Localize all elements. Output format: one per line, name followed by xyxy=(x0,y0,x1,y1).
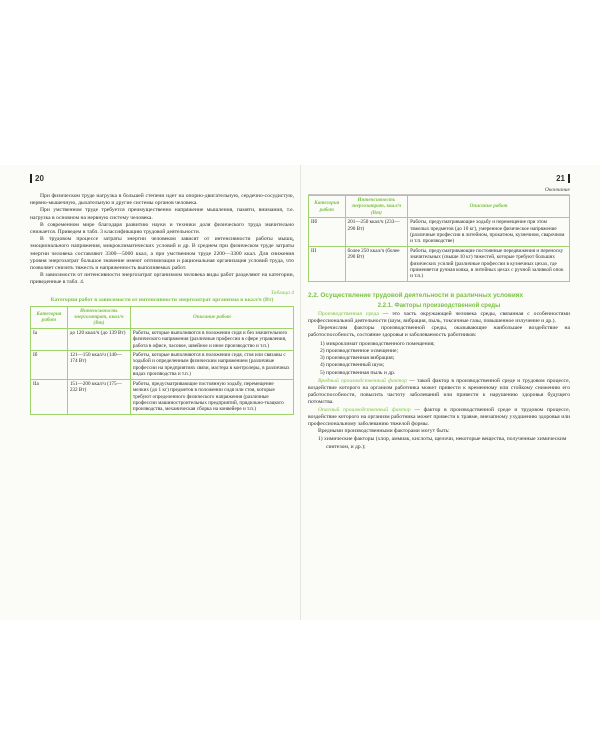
paragraph-energy-costs: В трудовом процессе затраты энергии человеком зависят от интенсивности работы мышц, эмоционального напряжения, микроклиматических условий и др. В среднем при физическом труде затраты энергии человека составляют 3300—5000 ккал, а при умственном труде 2200—3300 ккал. Для снижения уровня энергозатрат большое значение имеют оптимизация и рациональная организация условий труда, что позволяет снизить тяжесть и напряженность выполняемых работ. xyxy=(30,236,294,272)
list-item: 1) химические факторы (хлор, аммиак, кислоты, щелочи, некоторые вещества, полученные химическим синтезом, и др.); xyxy=(318,436,567,450)
term-dangerous-factor: Опасный производственный фактор xyxy=(318,406,411,413)
cell-description: Работы, предусматривающие ходьбу и перемещение при этом тяжелых предметов (до 10 кг), умеренное физическое напряжение (различные профессии в литейном, прокатном, кузнечном, сварочном и т.п. производстве) xyxy=(408,218,570,247)
header-intensity: Интенсивность энергозатрат, ккал/ч (Вт) xyxy=(67,306,130,328)
work-categories-table xyxy=(30,306,294,415)
paragraph-harmful-factor-text: — такой фактор в производственной среде и трудовом процессе, воздействие которого на организм работника может привести к временному или стойкому снижению его работоспособности, повысить частоту заболеваний или привести к нарушению здоровья будущего потомства. xyxy=(308,377,570,406)
running-head: Окончание xyxy=(308,187,570,195)
paragraph-dangerous-factor-text: — фактор в производственной среде и трудовом процессе, воздействие которого на организм работника может привести к травме, внезапному ухудшению здоровья или профессиональному заболеванию тяжелой формы. xyxy=(308,406,570,427)
right-page-body xyxy=(308,195,570,451)
list-item: 1) микроклимат производственного помещения; xyxy=(320,340,435,347)
header-description: Описание работ xyxy=(130,306,293,328)
list-item: 4) производственный шум; xyxy=(320,362,385,369)
right-page xyxy=(308,165,570,620)
left-page xyxy=(30,165,294,620)
header-description: Описание работ xyxy=(408,196,570,218)
page-gutter xyxy=(300,165,301,620)
cell-category: Ia xyxy=(31,328,68,350)
list-item: 2) производственное освещение; xyxy=(320,347,399,354)
paragraph-physical-labor: При физическом труде нагрузка в большей степени идет на опорно-двигательную, сердечно-сосудистую, нервно-мышечную, дыхательную и другие системы органов человека. xyxy=(30,193,294,207)
cell-category: Iб xyxy=(31,351,68,380)
paragraph-modern-world: В современном мире благодаря развитию науки и техники доля физического труда значительно снижается. Приведем в табл. 3 классификацию трудовой деятельности. xyxy=(30,221,294,236)
cell-intensity: 151—200 ккал/ч (175—232 Вт) xyxy=(67,379,130,414)
table-label: Таблица 4 xyxy=(270,289,294,296)
list-item: 3) производственная вибрация; xyxy=(320,355,395,362)
cell-category: IIб xyxy=(309,218,346,247)
cell-category: III xyxy=(309,246,346,281)
cell-intensity: 201—250 ккал/ч (233—290 Вт) xyxy=(345,218,408,247)
term-harmful-factor: Вредный производственный фактор xyxy=(318,377,407,384)
term-production-environment: Производственная среда xyxy=(318,310,379,317)
factors-list xyxy=(320,341,570,377)
table-row xyxy=(309,218,570,247)
table-caption: Категории работ в зависимости от интенсивности энергозатрат организма в ккал/ч (Вт) xyxy=(50,296,274,303)
right-page-number-text: 21 xyxy=(556,174,565,183)
paragraph-categories-intro: В зависимости от интенсивности энергозатрат организмом человека виды работ разделяют на категории, приведенные в табл. 4. xyxy=(30,272,294,286)
table-header-row xyxy=(31,306,294,328)
header-category: Категория работ xyxy=(31,306,68,328)
subsection-heading: 2.2.1. Факторы производственной среды xyxy=(377,302,501,309)
table-row xyxy=(31,379,294,414)
cell-description: Работы, которые выполняются в положении сидя и без значительного физического напряжения (различные профессии в сфере управления, работа в офисе, часовое, швейное и иное производство и т.п.) xyxy=(130,328,293,350)
list-item: 5) производственная пыль и др. xyxy=(320,369,396,376)
left-page-number xyxy=(30,174,44,183)
table-row xyxy=(31,351,294,380)
table-row xyxy=(309,246,570,281)
paragraph-mental-labor: При умственном труде требуется преимущественно напряжение мышления, памяти, внимания, т.е. нагрузка в основном на нервную систему человека. xyxy=(30,207,294,221)
left-page-number-text: 20 xyxy=(35,174,44,183)
work-categories-table-continued xyxy=(308,195,570,282)
header-category: Категория работ xyxy=(309,196,346,218)
paragraph-production-environment xyxy=(308,311,570,325)
paragraph-harmful-factor xyxy=(308,378,570,407)
page-number-bar xyxy=(568,174,570,183)
paragraph-harmful-list-intro: Вредными производственными факторами могут быть: xyxy=(318,428,450,435)
cell-description: Работы, предусматривающие постоянную ходьбу, перемещение мелких (до 1 кг) предметов в положении сидя или стоя, которые требуют определенного физического напряжения (различные профессии машиностроительных предприятий, прядильно-ткацкого производства, механическая сборка на конвейере и т.п.) xyxy=(130,379,293,414)
cell-intensity: 121—150 ккал/ч (140—174 Вт) xyxy=(67,351,130,380)
paragraph-dangerous-factor xyxy=(308,407,570,429)
right-page-number xyxy=(556,174,570,183)
cell-intensity: более 250 ккал/ч (более 290 Вт) xyxy=(345,246,408,281)
cell-intensity: до 120 ккал/ч (до 139 Вт) xyxy=(67,328,130,350)
table-row xyxy=(31,328,294,350)
book-spread xyxy=(0,165,600,620)
cell-category: IIa xyxy=(31,379,68,414)
paragraph-factors-intro: Перечислим факторы производственной среды, оказывающие наибольшее воздействие на работоспособность, состояние здоровья и заболеваемость работников: xyxy=(308,325,570,339)
header-intensity: Интенсивность энергозатрат, ккал/ч (Вт) xyxy=(345,196,408,218)
cell-description: Работы, предусматривающие постоянные передвижения и переноску значительных (свыше 10 кг) тяжестей, которые требуют больших физических усилий (различные профессии в кузнечных цехах, где применяется ручная ковка, в литейных цехах с ручной заливкой опок и т.п.) xyxy=(408,246,570,281)
page-number-bar xyxy=(30,174,32,183)
left-page-body xyxy=(30,193,294,415)
paragraph-production-environment-text: — это часть окружающей человека среды, связанная с особенностями профессиональной деятельности (шум, вибрация, пыль, токсичные газы, повышенное излучение и др.). xyxy=(308,310,570,325)
cell-description: Работы, которые выполняются в положении сидя, стоя или связаны с ходьбой и определенным физическим напряжением (различные профессии на предприятиях связи, мастера в контролеры, в различных видах производства и т.п.) xyxy=(130,351,293,380)
harmful-factors-list xyxy=(318,436,570,450)
section-heading: 2.2. Осуществление трудовой деятельности в различных условиях xyxy=(308,291,524,299)
table-header-row xyxy=(309,196,570,218)
